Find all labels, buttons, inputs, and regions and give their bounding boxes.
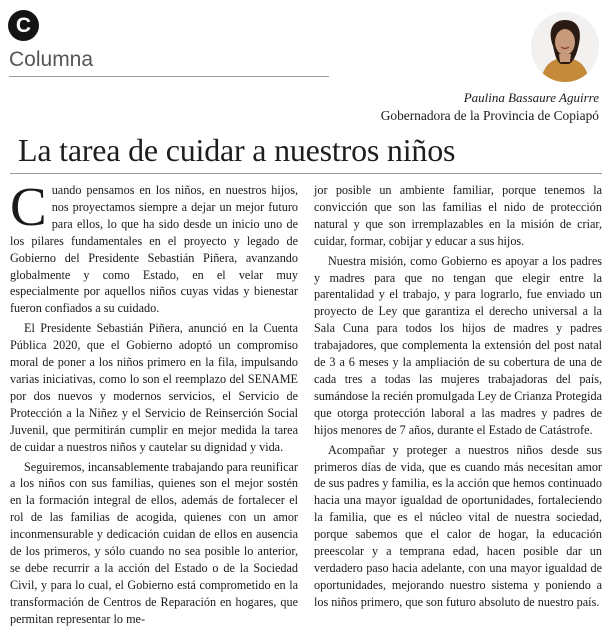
paragraph-5: Nuestra misión, como Gobierno es apoyar a los padres y madres para que no tengan que elegir entre la parentalidad y el trabajo, y para lograrlo, fue enviado un proyecto de Ley que garantiza el derecho universal a la Sala Cuna para todos los hijos de madres y padres trabajadores, que complementa la extensión del post natal de 3 a 6 meses y la ampliación de su cobertura de una de cada tres a todas las mujeres trabajadoras del país, sumándose la recién promulgada Ley de Crianza Protegida que otorga protección laboral a las madres y padres de hijos menores de 7 años, durante el Estado de Catástrofe.: [314, 253, 602, 437]
article-headline: La tarea de cuidar a nuestros niños: [18, 132, 456, 168]
article-column-left: [10, 176, 298, 628]
section-divider: [9, 76, 329, 77]
drop-cap: C: [10, 176, 47, 237]
column-badge: C: [8, 10, 39, 41]
section-label: Columna: [9, 48, 94, 71]
paragraph-2: El Presidente Sebastián Piñera, anunció en la Cuenta Pública 2020, que el Gobierno adoptó un compromiso moral de poner a los niños primero en la fila, impulsando varias iniciativas, como lo son el reemplazo del SENAME por dos nuevos y modernos servicios, el Servicio de Protección a la Niñez y el Servicio de Reinserción Social Juvenil, que permitirán cumplir en mejor medida la tarea de cuidar a nuestros niños y cautelar su dignidad y vida.: [10, 321, 298, 454]
article-column-right: [314, 182, 602, 611]
author-portrait-icon: [531, 12, 599, 82]
paragraph-1: [10, 176, 298, 317]
author-name: Paulina Bassaure Aguirre: [463, 90, 599, 105]
paragraph-4: jor posible un ambiente familiar, porque tenemos la convicción que son las familias el nido de protección natural y que son irremplazables en la misión de criar, cuidar, formar, cobijar y educar a sus hijos.: [314, 183, 602, 248]
headline-divider: [10, 173, 602, 174]
author-role: Gobernadora de la Provincia de Copiapó: [380, 108, 599, 123]
paragraph-3: Seguiremos, incansablemente trabajando para reunificar a los niños con sus familias, quienes son el mejor sostén en la formación integral de ellos, además de fortalecer el rol de las familias de acogida, quienes con un amor inconmensurable y dedicación cuidan de ellos en ausencia de los primeros, y sólo cuando no sea posible lo anterior, se debe recurrir a la acción del Estado o de la Sociedad Civil, y para lo cual, el Gobierno está comprometido en la transformación de Centros de Reparación en hogares, que permitan representar lo me-: [10, 459, 298, 626]
paragraph-1-text: uando pensamos en los niños, en nuestros hijos, nos proyectamos siempre a dejar un mejor futuro para ellos, lo que ha sido desde un inicio uno de los pilares fundamentales en el proyecto y legado de Gobierno del Presidente Sebastián Piñera, avanzando globalmente y como Estado, en el velar muy especialmente por aquellos niños cuyas vidas y bienestar fueron confiados a su cuidado.: [10, 183, 298, 316]
paragraph-6: Acompañar y proteger a nuestros niños desde sus primeros días de vida, que es cuando más necesitan amor de sus padres y familia, es la acción que hemos continuado hacia una mayor igualdad de oportunidades, fortaleciendo la familia, que es el núcleo vital de nuestra sociedad, porque sabemos que el calor de hogar, la educación preescolar y a temprana edad, hacen posible dar un verdadero paso hacia adelante, con una mayor igualdad de oportunidades, mejorando nuestro sistema y poniendo a los niños primero, que son futuro absoluto de nuestro país.: [314, 442, 602, 609]
